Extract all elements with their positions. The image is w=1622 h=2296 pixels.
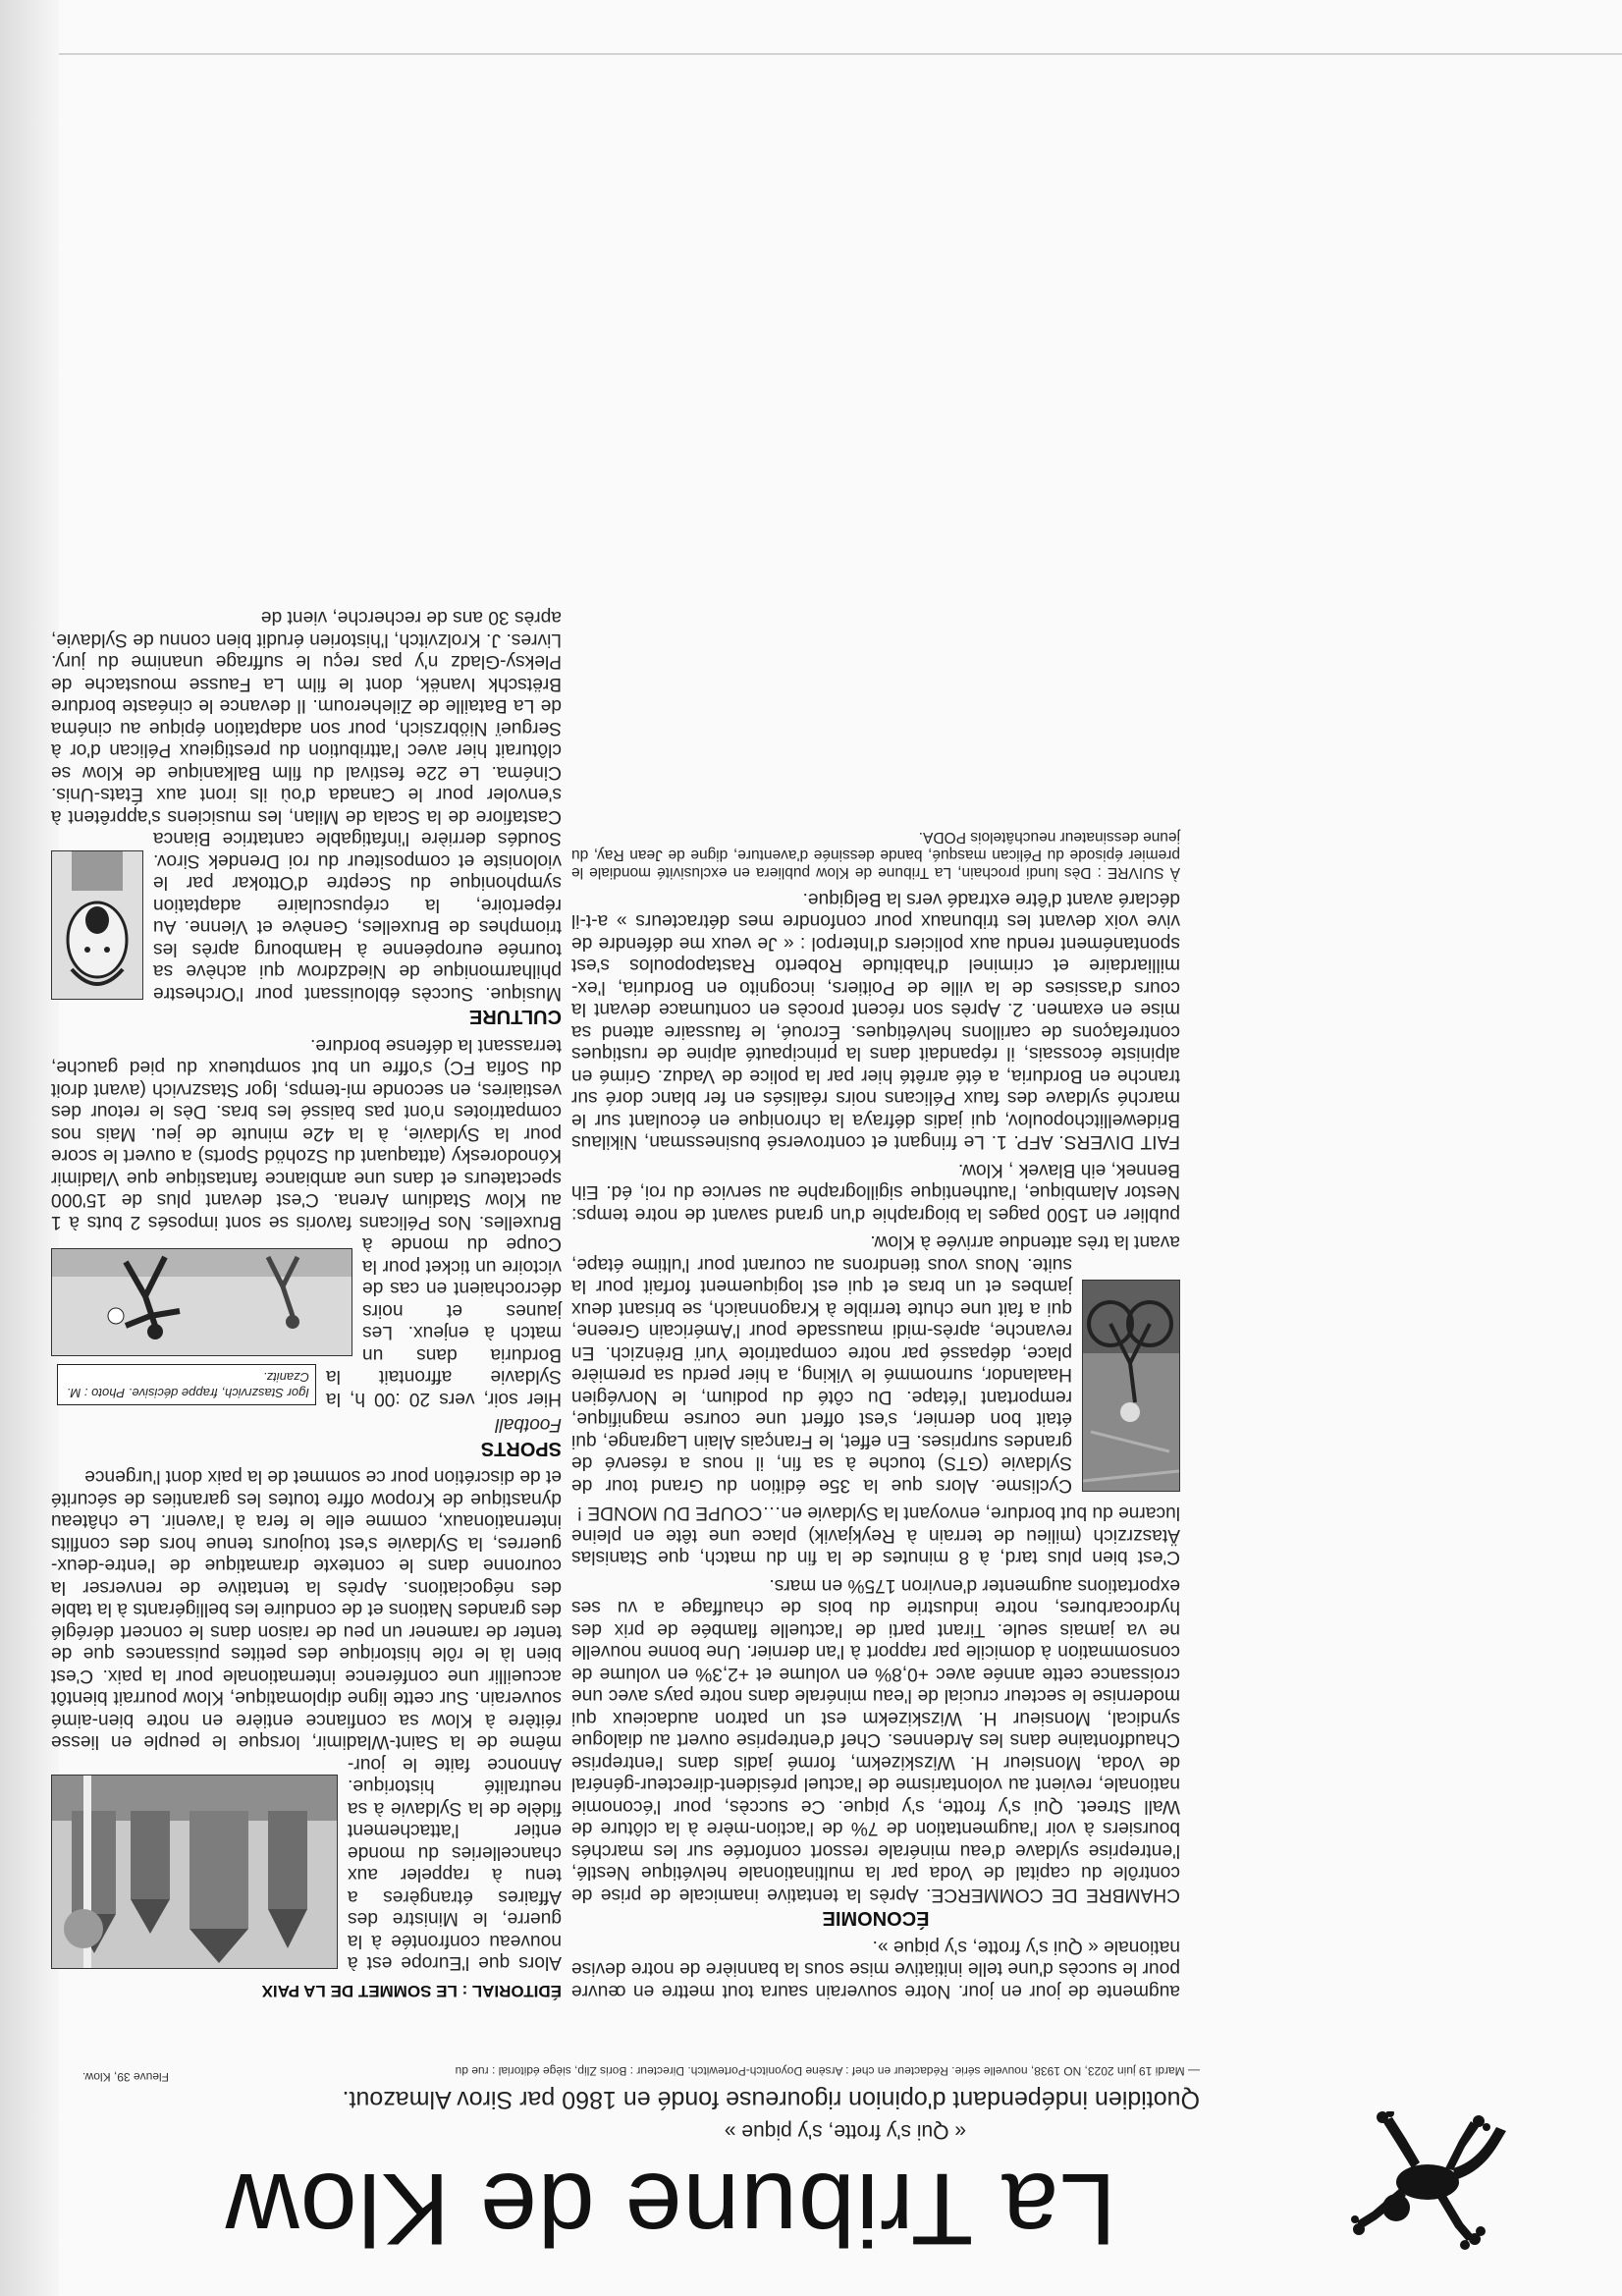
- faits-divers-text: FAIT DIVERS. AFP. 1. Le fringant et controversé businessman, Nikilaus Bridewellitchopoulov, qui jadis défraya la chronique en écoulant sur le marché syldave des faux Pélicans noirs réalisés en fer blanc doré sur tranche en Borduria, a été arrêté hier par la police de Vaduz. Grimé en alpiniste écossais, il répandait dans la principauté alpine de rustiques contrefaçons de carillons helvétiques. Écroué, le faussaire attend sa mise en examen. 2. Après son récent procès en contumace devant la cours d'assises de la ville de Poitiers, incognito en Borduria, l'ex-milliardaire et criminel d'habitude Roberto Rastapopoulos s'est spontanément rendu aux policiers d'Interpol : « Je veux me défendre de vive voix devant les tribunaux pour confondre mes détracteurs » a-t-il déclaré avant d'être extradé vers la Belgique.: [571, 889, 1180, 1153]
- match-continuation: C'est bien plus tard, à 8 minutes de la fin du match, que Stanislas Ätaszrzich (milieu de terrain à Reykjavik) place une tête en pleine lucarne du but bordure, envoyant la Syldavie en…COUPE DU MONDE !: [571, 1503, 1180, 1568]
- culture-text: Musique. Succès éblouissant pour l'Orchestre philharmonique de Niedzdrow qui achève sa tournée européenne à Hambourg après les triomphes de Bruxelles, Genève et Vienne. Au répertoire, la crépusculaire adaptation symphonique du Sceptre d'Ottokar par le violoniste et compositeur du roi Drendek Sirov. Soudés derrière l'infatigable cantatrice Bianca Castafiore de la Scala de Milan, les musiciens s'apprêtent à s'envoler pour le Canada d'où ils iront aux États-Unis. Cinéma. Le 22e festival du film Balkanique de Klow se clôturait hier avec l'attribution du prestigieux Pélican d'or à Sergueï Niöbrzsich, pour son adaptation épique au cinéma de La Bataille de Zileheroum. Il devance le cinéaste bordure Brëtschk Ivanëk, dont le film La Fausse moustache de Pleksy-Gladz n'y pas reçu le suffrage unanime du jury. Livres. J. Krolzvitch, l'historien érudit bien connu de Syldavie, après 30 ans de recherche, vient de: [51, 607, 562, 1004]
- dateline: — Mardi 19 juin 2023, NO 1938, nouvelle série. Rédacteur en chef : Arsène Doyonitch-Portewitch. Directeur : Boris Zlip, siège éditorial : rue du: [455, 2064, 1200, 2078]
- left-column: [571, 823, 1180, 2002]
- culture-heading: CULTURE: [468, 1006, 562, 1028]
- sports-heading: SPORTS: [480, 1438, 562, 1459]
- economy-heading: ÉCONOMIE: [822, 1907, 930, 1930]
- books-continuation: publier en 1500 pages la biographie d'un grand savant de notre temps: Nestor Alambique, l'authentique sigillographe au service du roi, éd. Eih Bennek, eih Blavek , Klow.: [571, 1160, 1180, 1225]
- newspaper-subtitle: Quotidien indépendant d'opinion rigoureuse fondé en 1860 par Sirov Almazout.: [342, 2086, 1200, 2113]
- cycling-text: Cyclisme. Alors que la 35e édition du Grand tour de Syldavie (GTS) touche à sa fin, il nous a réservé de grandes surprises. En effet, le Français Alain Lagrange, qui était bon dernier, s'est offert une course magnifique, remportant l'étape. Du côté du podium, le Norvégien Haalandor, surnommé le Viking, a hier perdu sa première place, dépassé par notre compatriote Yurï Brënzich. En revanche, après-midi maussade pour l'Américain Greene, qui a fait une chute terrible à Kragonnaich, se brisant deux jambes et un bras et qui est logiquement forfait pour la suite. Nous vous tiendrons au courant pour l'ultime étape, avant la très attendue arrivée à Klow.: [571, 1231, 1180, 1496]
- right-column: [51, 600, 562, 2001]
- masthead: [31, 2064, 1524, 2269]
- football-photo: [51, 1248, 352, 1356]
- address-line: Fleuve 39, Klow.: [81, 2070, 169, 2084]
- a-suivre-text: À SUIVRE : Dès lundi prochain, La Tribune de Klow publiera en exclusivité mondiale le premier épisode du Pélican masqué, bande dessinée d'aventure, digne de Jean Ray, du jeune dessinateur neuchâtelois PODA.: [571, 829, 1180, 882]
- singer-drawing: [51, 850, 143, 1000]
- editorial-heading: ÉDITORIAL : LE SOMMET DE LA PAIX: [261, 1982, 562, 2000]
- sports-subheading: Football: [495, 1414, 562, 1436]
- editorial-text: Alors que l'Europe est à nouveau confrontée à la guerre, le Ministre des Affaires étrangères a tenu à rappeler aux chancelleries du monde entier l'attachement fidèle de la Syldavie à sa neutralité historique. Annonce faite le jour-même de la Saint-Wladimir, lorsque le peuple en liesse réitère à Klow sa confiance entière en notre bien-aimé souverain. Sur cette ligne diplomatique, Klow pourrait bientôt accueillir une conférence internationale pour la paix. C'est bien là le rôle historique des petites puissances que de tenter de ramener un peu de raison dans le concert déréglé des grandes Nations et de conduire les belligérants à la table des négociations. Après la tentative de renverser la couronne dans le contexte dramatique de l'entre-deux-guerres, la Syldavie s'est toujours tenue hors des conflits internationaux, comme elle le fera à l'avenir. Le château dynastique de Kropow offre toutes les garanties de sécurité et de discrétion pour ce sommet de la paix dont l'urgence: [51, 1466, 562, 1974]
- newspaper-motto: « Qui s'y frotte, s'y pique »: [724, 2120, 966, 2143]
- gecko-logo: [1347, 2111, 1514, 2259]
- cyclist-photo: [1082, 1280, 1180, 1492]
- newspaper-title: La Tribune de Klow: [224, 2152, 1116, 2266]
- sports-text: Hier soir, vers 20 :00 h, la Syldavie affrontait la Borduria dans un match à enjeux. Les jaunes et noirs décrochaient en cas de victoire un ticket pour la Coupe du monde à Bruxelles. Nos Pélicans favoris se sont imposés 2 buts à 1 au Klow Stadium Arena. C'est devant plus de 15'000 spectateurs et dans une ambiance fantastique que Vladimir Kónodoresky (attaquant du Szohöd Sports) a ouvert le score pour la Syldavie, à la 42e minute de jeu. Mais nos compatriotes n'ont pas baissé les bras. Dès le retour des vestiaires, en seconde mi-temps, Igor Staszrvich (avant droit du Sofia FC) s'offre un but somptueux du pied gauche, terrassant la défense bordure.: [51, 1035, 562, 1409]
- football-caption: Igor Staszrvich, frappe décisive. Photo : M. Czanitz.: [57, 1364, 316, 1405]
- editorial-continuation: augmente de jour en jour. Notre souverain saura tout mettre en œuvre pour le succès d'une telle initiative mise sous la bannière de notre devise nationale « Qui s'y frotte, s'y pique ».: [571, 1937, 1180, 2001]
- economy-text: CHAMBRE DE COMMERCE. Après la tentative inamicale de prise de contrôle du capital de Voda par la multinationale helvétique Nestlé, l'entreprise syldave d'eau minérale ressort confortée sur les marchés boursiers à voir l'augmentation de 7% de l'action-mère à la clôture de Wall Street. Qui s'y frotte, s'y pique. Ce succès, pour l'économie nationale, revient au volontarisme de l'actuel président-directeur-général de Voda, Monsieur H. Wizskizekm, formé jadis dans l'entreprise Chaudfontaine dans les Ardennes. Chef d'entreprise ouvert au dialogue syndical, Monsieur H. Wizskizekm est un patron audacieux qui modernise le secteur crucial de l'eau minérale dans notre pays avec une croissance cette année avec +0,8% en volume et +2,3% en volume de consommation à domicile par rapport à l'an dernier. Une bonne nouvelle ne va jamais seule. Tirant parti de l'actuelle flambée de prix des hydrocarbures, notre industrie du bois de chauffage a vu ses exportations augmenter d'environ 175% en mars.: [571, 1575, 1180, 1905]
- castle-photo: [51, 1776, 338, 1970]
